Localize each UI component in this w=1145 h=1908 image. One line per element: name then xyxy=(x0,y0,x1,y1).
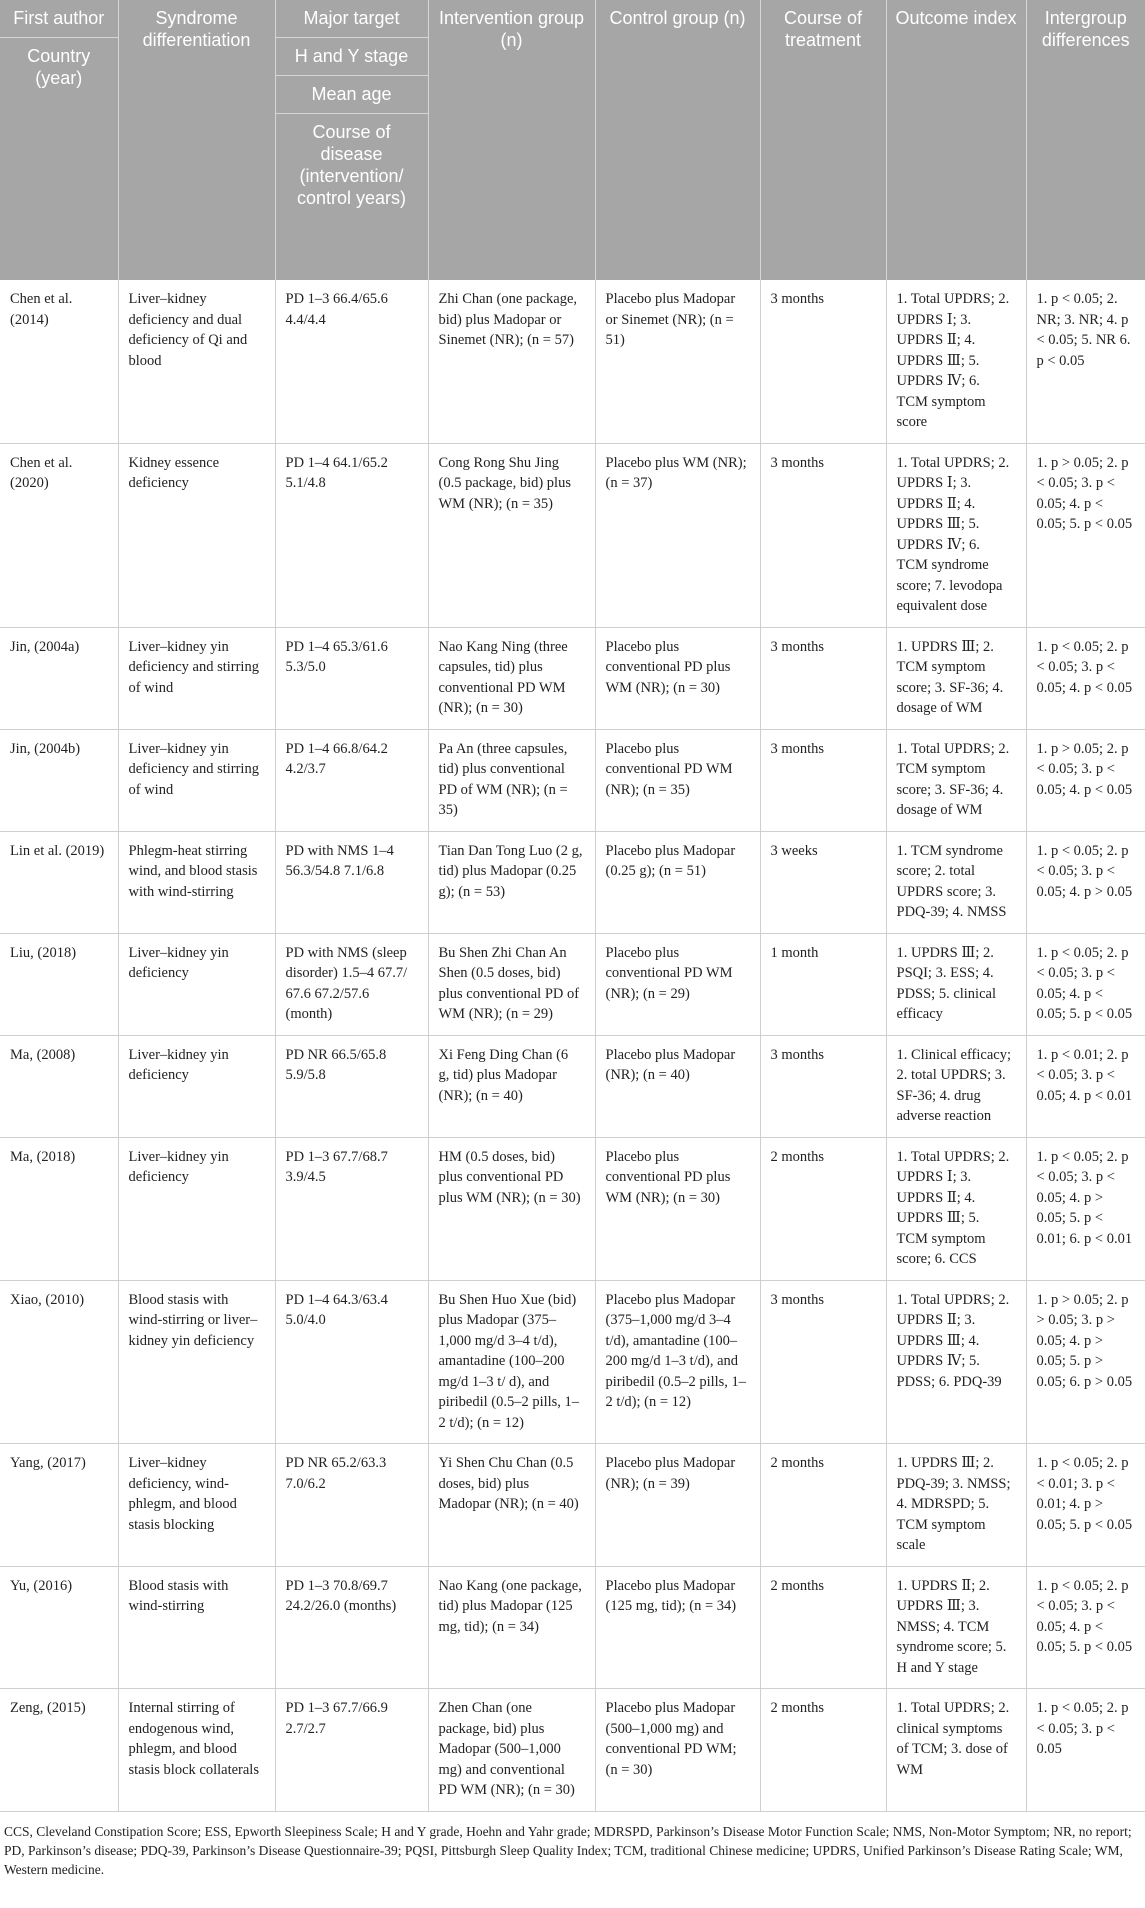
cell-intervention: Xi Feng Ding Chan (6 g, tid) plus Madopar (NR); (n = 40) xyxy=(428,1035,595,1137)
cell-major-target: PD 1–3 66.4/65.6 4.4/4.4 xyxy=(275,280,428,443)
table-row xyxy=(0,443,1145,627)
cell-outcome: 1. UPDRS Ⅲ; 2. PSQI; 3. ESS; 4. PDSS; 5. clinical efficacy xyxy=(886,933,1026,1035)
cell-outcome: 1. TCM syndrome score; 2. total UPDRS score; 3. PDQ-39; 4. NMSS xyxy=(886,831,1026,933)
header-syndrome-label: Syndrome differentiation xyxy=(142,8,251,50)
cell-syndrome: Liver–kidney yin deficiency xyxy=(118,933,275,1035)
cell-syndrome: Liver–kidney deficiency and dual deficiency of Qi and blood xyxy=(118,280,275,443)
cell-syndrome: Liver–kidney yin deficiency and stirring of wind xyxy=(118,729,275,831)
cell-intervention: HM (0.5 doses, bid) plus conventional PD plus WM (NR); (n = 30) xyxy=(428,1137,595,1280)
cell-syndrome: Blood stasis with wind-stirring or liver–kidney yin deficiency xyxy=(118,1280,275,1444)
cell-author: Liu, (2018) xyxy=(0,933,118,1035)
cell-syndrome: Internal stirring of endogenous wind, phlegm, and blood stasis block collaterals xyxy=(118,1689,275,1812)
cell-differences: 1. p < 0.05; 2. p < 0.05; 3. p < 0.05; 4. p > 0.05; 5. p < 0.01; 6. p < 0.01 xyxy=(1026,1137,1145,1280)
cell-outcome: 1. UPDRS Ⅱ; 2. UPDRS Ⅲ; 3. NMSS; 4. TCM syndrome score; 5. H and Y stage xyxy=(886,1566,1026,1689)
table-row xyxy=(0,1280,1145,1444)
header-intervention xyxy=(428,0,595,280)
cell-differences: 1. p > 0.05; 2. p > 0.05; 3. p > 0.05; 4. p > 0.05; 5. p > 0.05; 6. p > 0.05 xyxy=(1026,1280,1145,1444)
header-control xyxy=(595,0,760,280)
cell-control: Placebo plus Madopar (0.25 g); (n = 51) xyxy=(595,831,760,933)
cell-course: 1 month xyxy=(760,933,886,1035)
table-row xyxy=(0,1444,1145,1567)
cell-intervention: Yi Shen Chu Chan (0.5 doses, bid) plus Madopar (NR); (n = 40) xyxy=(428,1444,595,1567)
header-syndrome xyxy=(118,0,275,280)
cell-outcome: 1. Total UPDRS; 2. UPDRS Ⅰ; 3. UPDRS Ⅱ; 4. UPDRS Ⅲ; 5. UPDRS Ⅳ; 6. TCM syndrome score; 7. levodopa equivalent dose xyxy=(886,443,1026,627)
cell-intervention: Nao Kang Ning (three capsules, tid) plus conventional PD WM (NR); (n = 30) xyxy=(428,627,595,729)
table-row xyxy=(0,729,1145,831)
cell-course: 3 months xyxy=(760,280,886,443)
cell-course: 3 months xyxy=(760,627,886,729)
cell-course: 3 months xyxy=(760,729,886,831)
cell-outcome: 1. Total UPDRS; 2. UPDRS Ⅱ; 3. UPDRS Ⅲ; 4. UPDRS Ⅳ; 5. PDSS; 6. PDQ-39 xyxy=(886,1280,1026,1444)
cell-control: Placebo plus Madopar (NR); (n = 39) xyxy=(595,1444,760,1567)
cell-major-target: PD 1–4 64.3/63.4 5.0/4.0 xyxy=(275,1280,428,1444)
cell-syndrome: Liver–kidney deficiency, wind-phlegm, and blood stasis blocking xyxy=(118,1444,275,1567)
cell-author: Chen et al. (2014) xyxy=(0,280,118,443)
header-course-disease-label: Course of disease (intervention/ control years) xyxy=(276,113,428,217)
cell-course: 2 months xyxy=(760,1689,886,1812)
cell-author: Xiao, (2010) xyxy=(0,1280,118,1444)
cell-control: Placebo plus conventional PD WM (NR); (n = 29) xyxy=(595,933,760,1035)
cell-control: Placebo plus conventional PD plus WM (NR); (n = 30) xyxy=(595,627,760,729)
cell-differences: 1. p < 0.05; 2. NR; 3. NR; 4. p < 0.05; 5. NR 6. p < 0.05 xyxy=(1026,280,1145,443)
cell-control: Placebo plus conventional PD WM (NR); (n = 35) xyxy=(595,729,760,831)
cell-syndrome: Liver–kidney yin deficiency xyxy=(118,1137,275,1280)
cell-control: Placebo plus WM (NR); (n = 37) xyxy=(595,443,760,627)
cell-differences: 1. p > 0.05; 2. p < 0.05; 3. p < 0.05; 4. p < 0.05 xyxy=(1026,729,1145,831)
table-row xyxy=(0,627,1145,729)
cell-syndrome: Liver–kidney yin deficiency xyxy=(118,1035,275,1137)
header-country-year-label: Country (year) xyxy=(0,37,118,97)
cell-major-target: PD with NMS 1–4 56.3/54.8 7.1/6.8 xyxy=(275,831,428,933)
cell-control: Placebo plus Madopar (125 mg, tid); (n = 34) xyxy=(595,1566,760,1689)
cell-differences: 1. p < 0.05; 2. p < 0.05; 3. p < 0.05; 4. p < 0.05 xyxy=(1026,627,1145,729)
cell-major-target: PD with NMS (sleep disorder) 1.5–4 67.7/ 67.6 67.2/57.6 (month) xyxy=(275,933,428,1035)
cell-major-target: PD NR 65.2/63.3 7.0/6.2 xyxy=(275,1444,428,1567)
cell-author: Yang, (2017) xyxy=(0,1444,118,1567)
cell-control: Placebo plus Madopar or Sinemet (NR); (n = 51) xyxy=(595,280,760,443)
header-mean-age-label: Mean age xyxy=(276,75,428,113)
cell-author: Jin, (2004b) xyxy=(0,729,118,831)
cell-differences: 1. p < 0.05; 2. p < 0.05; 3. p < 0.05; 4. p > 0.05 xyxy=(1026,831,1145,933)
header-differences-label: Intergroup differences xyxy=(1041,8,1130,50)
cell-course: 3 months xyxy=(760,1035,886,1137)
cell-control: Placebo plus Madopar (500–1,000 mg) and conventional PD WM; (n = 30) xyxy=(595,1689,760,1812)
table-row xyxy=(0,1689,1145,1812)
cell-author: Ma, (2018) xyxy=(0,1137,118,1280)
cell-course: 2 months xyxy=(760,1444,886,1567)
cell-outcome: 1. UPDRS Ⅲ; 2. PDQ-39; 3. NMSS; 4. MDRSPD; 5. TCM symptom scale xyxy=(886,1444,1026,1567)
header-hy-stage-label: H and Y stage xyxy=(276,37,428,75)
table-row xyxy=(0,1566,1145,1689)
cell-intervention: Nao Kang (one package, tid) plus Madopar (125 mg, tid); (n = 34) xyxy=(428,1566,595,1689)
cell-differences: 1. p < 0.01; 2. p < 0.05; 3. p < 0.05; 4. p < 0.01 xyxy=(1026,1035,1145,1137)
table-row xyxy=(0,1035,1145,1137)
cell-outcome: 1. Total UPDRS; 2. TCM symptom score; 3. SF-36; 4. dosage of WM xyxy=(886,729,1026,831)
table-row xyxy=(0,1137,1145,1280)
header-control-label: Control group (n) xyxy=(609,8,746,28)
cell-author: Yu, (2016) xyxy=(0,1566,118,1689)
cell-course: 3 months xyxy=(760,1280,886,1444)
header-outcome-label: Outcome index xyxy=(895,8,1017,28)
cell-differences: 1. p < 0.05; 2. p < 0.05; 3. p < 0.05; 4. p < 0.05; 5. p < 0.05 xyxy=(1026,1566,1145,1689)
cell-outcome: 1. UPDRS Ⅲ; 2. TCM symptom score; 3. SF-36; 4. dosage of WM xyxy=(886,627,1026,729)
cell-intervention: Zhen Chan (one package, bid) plus Madopar (500–1,000 mg) and conventional PD WM (NR); (n = 30) xyxy=(428,1689,595,1812)
cell-course: 2 months xyxy=(760,1566,886,1689)
cell-major-target: PD 1–3 67.7/66.9 2.7/2.7 xyxy=(275,1689,428,1812)
table-row xyxy=(0,933,1145,1035)
cell-syndrome: Kidney essence deficiency xyxy=(118,443,275,627)
cell-differences: 1. p < 0.05; 2. p < 0.05; 3. p < 0.05 xyxy=(1026,1689,1145,1812)
cell-course: 3 weeks xyxy=(760,831,886,933)
cell-differences: 1. p < 0.05; 2. p < 0.05; 3. p < 0.05; 4. p < 0.05; 5. p < 0.05 xyxy=(1026,933,1145,1035)
cell-outcome: 1. Clinical efficacy; 2. total UPDRS; 3. SF-36; 4. drug adverse reaction xyxy=(886,1035,1026,1137)
cell-differences: 1. p > 0.05; 2. p < 0.05; 3. p < 0.05; 4. p < 0.05; 5. p < 0.05 xyxy=(1026,443,1145,627)
cell-author: Zeng, (2015) xyxy=(0,1689,118,1812)
header-course-treatment xyxy=(760,0,886,280)
cell-major-target: PD 1–4 66.8/64.2 4.2/3.7 xyxy=(275,729,428,831)
header-course-treatment-label: Course of treatment xyxy=(783,8,863,50)
header-first-author-label: First author xyxy=(13,8,105,28)
cell-course: 3 months xyxy=(760,443,886,627)
table-header xyxy=(0,0,1145,280)
cell-outcome: 1. Total UPDRS; 2. UPDRS Ⅰ; 3. UPDRS Ⅱ; 4. UPDRS Ⅲ; 5. TCM symptom score; 6. CCS xyxy=(886,1137,1026,1280)
table-footnote: CCS, Cleveland Constipation Score; ESS, Epworth Sleepiness Scale; H and Y grade, Hoehn and Yahr grade; MDRSPD, Parkinson’s Disease Motor Function Scale; NMS, Non-Motor Symptom; NR, no report; PD, Parkinson’s disease; PDQ-39, Parkinson’s Disease Questionnaire-39; PQSI, Pittsburgh Sleep Quality Index; TCM, traditional Chinese medicine; UPDRS, Unified Parkinson’s Disease Rating Scale; WM, Western medicine. xyxy=(4,1823,1132,1877)
header-major-target xyxy=(275,0,428,280)
cell-author: Jin, (2004a) xyxy=(0,627,118,729)
cell-control: Placebo plus Madopar (375–1,000 mg/d 3–4 t/d), amantadine (100–200 mg/d 1–3 t/d), and piribedil (0.5–2 pills, 1–2 t/d); (n = 12) xyxy=(595,1280,760,1444)
cell-major-target: PD 1–3 67.7/68.7 3.9/4.5 xyxy=(275,1137,428,1280)
cell-author: Ma, (2008) xyxy=(0,1035,118,1137)
table-body xyxy=(0,280,1145,1811)
header-outcome xyxy=(886,0,1026,280)
cell-intervention: Zhi Chan (one package, bid) plus Madopar or Sinemet (NR); (n = 57) xyxy=(428,280,595,443)
cell-major-target: PD 1–3 70.8/69.7 24.2/26.0 (months) xyxy=(275,1566,428,1689)
cell-author: Chen et al. (2020) xyxy=(0,443,118,627)
cell-outcome: 1. Total UPDRS; 2. UPDRS Ⅰ; 3. UPDRS Ⅱ; 4. UPDRS Ⅲ; 5. UPDRS Ⅳ; 6. TCM symptom score xyxy=(886,280,1026,443)
cell-author: Lin et al. (2019) xyxy=(0,831,118,933)
header-differences xyxy=(1026,0,1145,280)
cell-major-target: PD 1–4 64.1/65.2 5.1/4.8 xyxy=(275,443,428,627)
header-major-target-label: Major target xyxy=(303,8,400,28)
cell-outcome: 1. Total UPDRS; 2. clinical symptoms of TCM; 3. dose of WM xyxy=(886,1689,1026,1812)
cell-intervention: Tian Dan Tong Luo (2 g, tid) plus Madopar (0.25 g); (n = 53) xyxy=(428,831,595,933)
cell-intervention: Pa An (three capsules, tid) plus conventional PD of WM (NR); (n = 35) xyxy=(428,729,595,831)
cell-major-target: PD NR 66.5/65.8 5.9/5.8 xyxy=(275,1035,428,1137)
header-first-author xyxy=(0,0,118,280)
cell-course: 2 months xyxy=(760,1137,886,1280)
cell-syndrome: Phlegm-heat stirring wind, and blood stasis with wind-stirring xyxy=(118,831,275,933)
table-row xyxy=(0,280,1145,443)
cell-intervention: Cong Rong Shu Jing (0.5 package, bid) plus WM (NR); (n = 35) xyxy=(428,443,595,627)
cell-intervention: Bu Shen Zhi Chan An Shen (0.5 doses, bid) plus conventional PD of WM (NR); (n = 29) xyxy=(428,933,595,1035)
cell-intervention: Bu Shen Huo Xue (bid) plus Madopar (375–1,000 mg/d 3–4 t/d), amantadine (100–200 mg/d 1–3 t/ d), and piribedil (0.5–2 pills, 1–2 t/d); (n = 12) xyxy=(428,1280,595,1444)
cell-control: Placebo plus Madopar (NR); (n = 40) xyxy=(595,1035,760,1137)
cell-differences: 1. p < 0.05; 2. p < 0.01; 3. p < 0.01; 4. p > 0.05; 5. p < 0.05 xyxy=(1026,1444,1145,1567)
header-intervention-label: Intervention group (n) xyxy=(438,8,585,50)
cell-syndrome: Liver–kidney yin deficiency and stirring of wind xyxy=(118,627,275,729)
cell-syndrome: Blood stasis with wind-stirring xyxy=(118,1566,275,1689)
cell-control: Placebo plus conventional PD plus WM (NR); (n = 30) xyxy=(595,1137,760,1280)
table-row xyxy=(0,831,1145,933)
cell-major-target: PD 1–4 65.3/61.6 5.3/5.0 xyxy=(275,627,428,729)
